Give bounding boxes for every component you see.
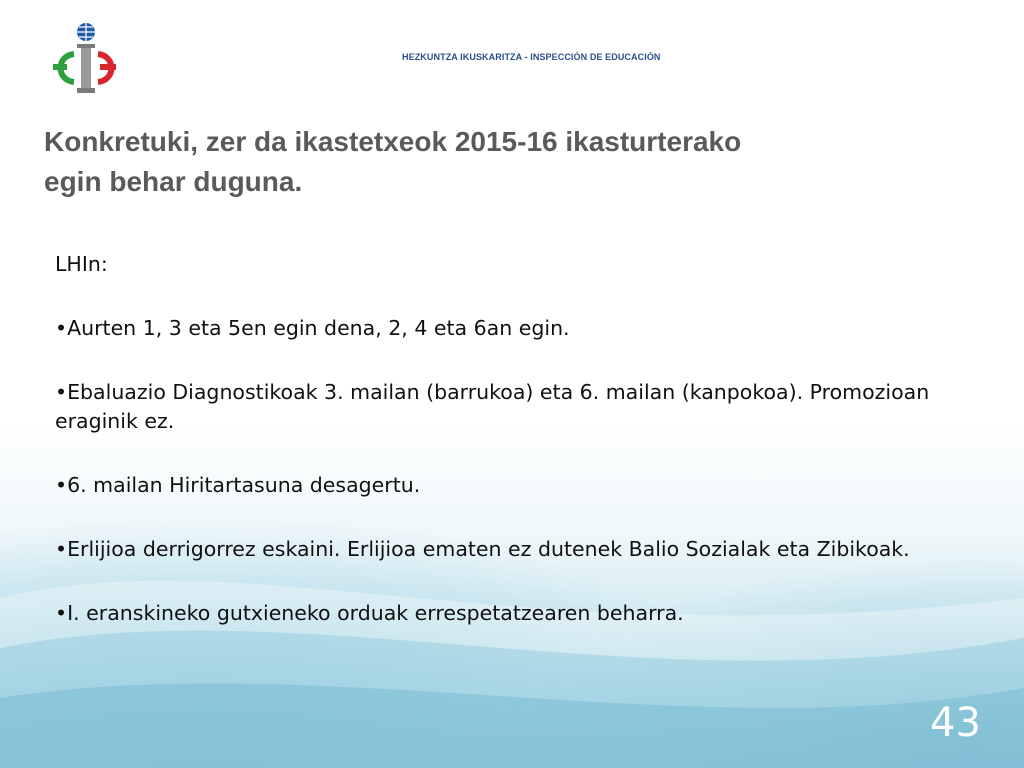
section-label: LHIn: — [55, 252, 108, 276]
slide-title-line-1: Konkretuki, zer da ikastetxeok 2015-16 ikasturterako — [44, 126, 742, 157]
page-number: 43 — [930, 700, 981, 746]
slide-body — [55, 250, 935, 628]
bullet-item: •Ebaluazio Diagnostikoak 3. mailan (barrukoa) eta 6. mailan (kanpokoa). Promozioan eraginik ez. — [55, 380, 930, 433]
spacer — [55, 564, 935, 599]
bullet-item: •I. eranskineko gutxieneko orduak errespetatzearen beharra. — [55, 601, 684, 625]
spacer — [55, 343, 935, 378]
spacer — [55, 500, 935, 535]
slide-title-line-2: egin behar duguna. — [44, 166, 303, 197]
spacer — [55, 436, 935, 471]
slide-title — [44, 122, 944, 202]
education-inspectorate-logo — [50, 18, 120, 98]
spacer — [55, 279, 935, 314]
bullet-item: •Aurten 1, 3 eta 5en egin dena, 2, 4 eta 6an egin. — [55, 316, 570, 340]
bullet-item: •Erlijioa derrigorrez eskaini. Erlijioa ematen ez dutenek Balio Sozialak eta Zibikoak. — [55, 537, 910, 561]
organization-header: HEZKUNTZA IKUSKARITZA - INSPECCIÓN DE EDUCACIÓN — [402, 52, 661, 62]
bullet-item: •6. mailan Hiritartasuna desagertu. — [55, 473, 421, 497]
